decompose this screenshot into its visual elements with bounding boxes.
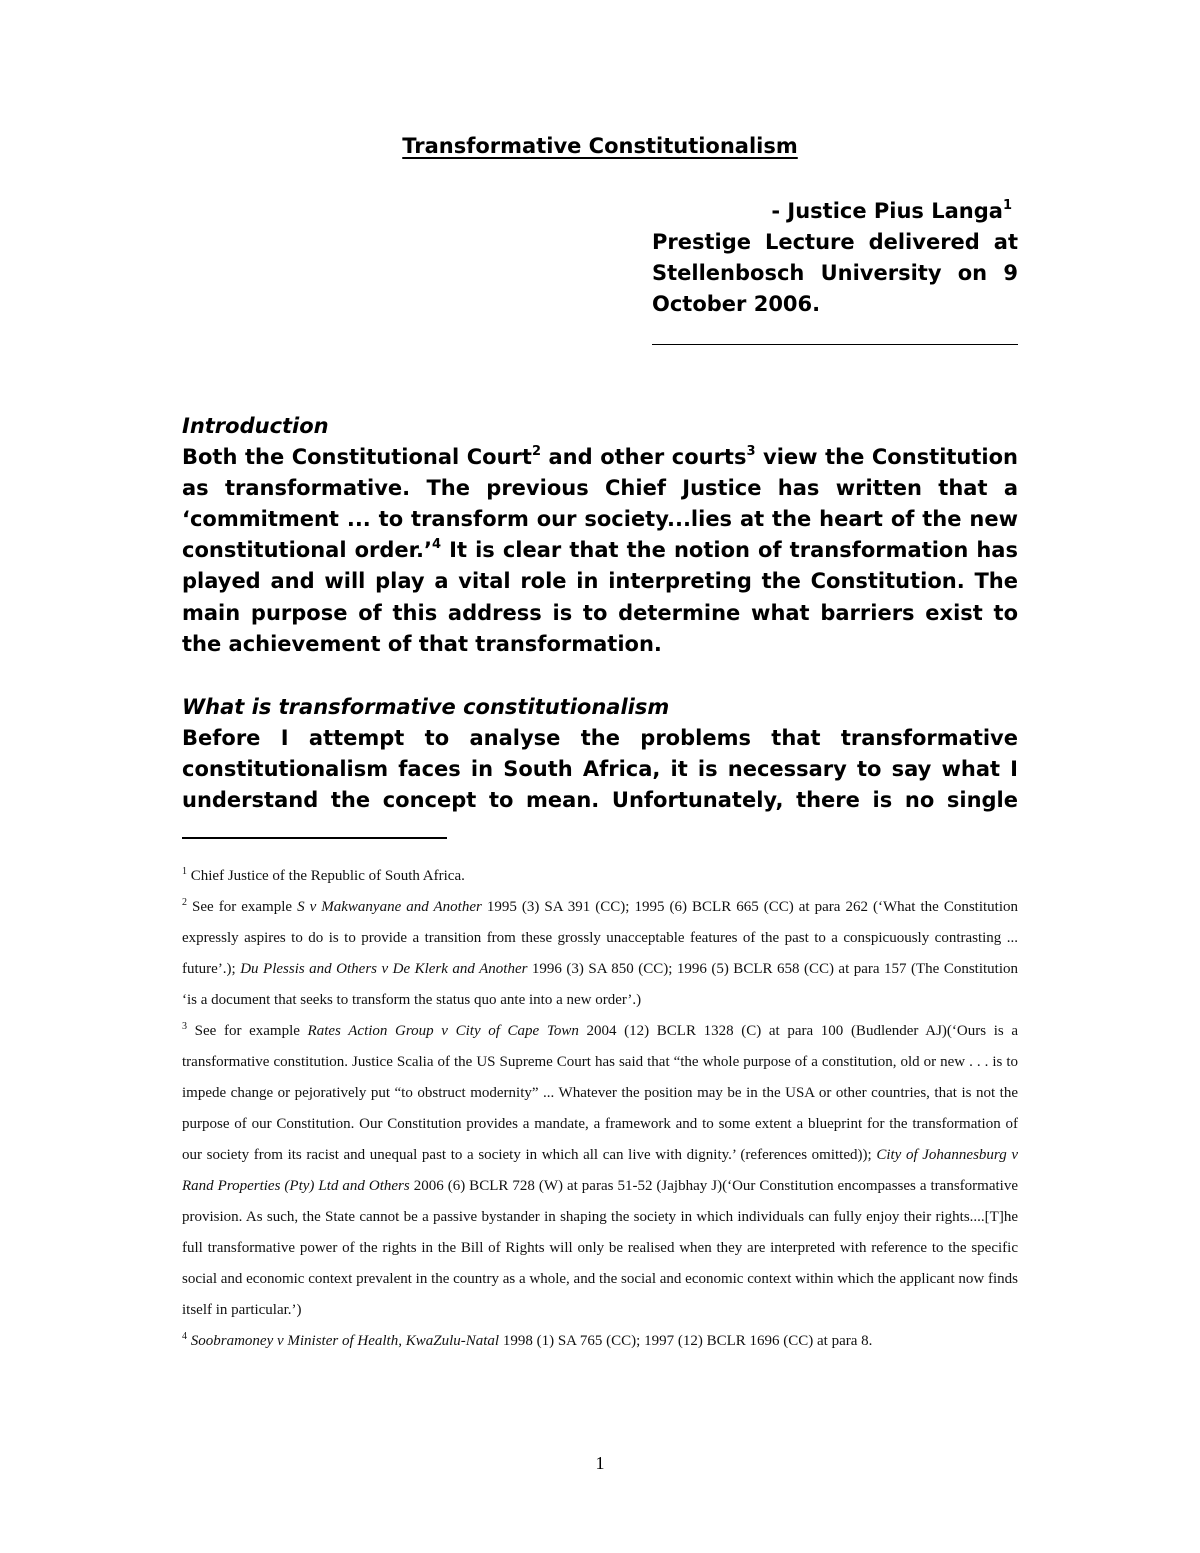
paragraph-text: view the Constitution as transformative. The previous Chief Justice has written that a ‘commitment ... to transform our society...lies at the heart of the new constitutional order.’ <box>182 445 1018 563</box>
page-title: Transformative Constitutionalism <box>402 134 798 158</box>
footnote-4 <box>182 1326 1018 1357</box>
section-introduction <box>182 411 1018 660</box>
footnote-text: 2004 (12) BCLR 1328 (C) at para 100 (Budlender AJ)(‘Ours is a transformative constitution. Justice Scalia of the US Supreme Court has said that “the whole purpose of a constitution, old or new . . . is to impede change or pejoratively put “to obstruct modernity” ... Whatever the position may be in the USA or other countries, that is not the purpose of our Constitution. Our Constitution provides a mandate, a framework and to some extent a blueprint for the transformation of our society from its racist and unequal past to a society in which all can live with dignity.’ (references omitted)); <box>182 1023 1019 1163</box>
footnote-1 <box>182 861 1018 892</box>
case-citation: S v Makwanyane and Another <box>297 899 482 915</box>
footnote-ref-1[interactable]: 1 <box>1002 198 1012 213</box>
section-what-is <box>182 692 1018 816</box>
byline-occasion: Prestige Lecture delivered at Stellenbosch University on 9 October 2006. <box>652 230 1018 316</box>
footnote-text: 1995 (3) SA 391 (CC); 1995 (6) BCLR 665 (CC) at para 262 (‘What the Constitution expressly aspires to do is to provide a transition from these grossly unacceptable features of the past to a conspicuously contrasting ... future’.); <box>182 899 1018 977</box>
footnote-ref-2[interactable]: 2 <box>531 444 541 460</box>
author-name: - Justice Pius Langa <box>771 199 1003 223</box>
section-paragraph: Before I attempt to analyse the problems that transformative constitutionalism faces in South Africa, it is necessary to say what I understand the concept to mean. Unfortunately, there is no single <box>182 726 1018 813</box>
footnote-divider <box>182 837 447 839</box>
case-citation: City of Johannesburg v Rand Properties (Pty) Ltd and Others <box>182 1147 1018 1194</box>
footnote-mark: 3 <box>182 1021 187 1032</box>
section-heading-what-is: What is transformative constitutionalism <box>182 695 670 719</box>
footnote-text: Chief Justice of the Republic of South Africa. <box>187 868 465 884</box>
footnote-text: 1998 (1) SA 765 (CC); 1997 (12) BCLR 1696 (CC) at para 8. <box>499 1333 873 1349</box>
paragraph-text: and other courts <box>540 445 747 470</box>
page-number: 1 <box>595 1453 605 1473</box>
footnote-text: 2006 (6) BCLR 728 (W) at paras 51-52 (Jajbhay J)(‘Our Constitution encompasses a transformative provision. As such, the State cannot be a passive bystander in shaping the society in which individuals can fully enjoy their rights....[T]he full transformative power of the rights in the Bill of Rights will only be realised when they are interpreted with reference to the specific social and economic context prevalent in the country as a whole, and the social and economic context within which the applicant now finds itself in particular.’) <box>182 1178 1018 1318</box>
footnote-ref-4[interactable]: 4 <box>432 537 442 553</box>
footnote-text: See for example <box>187 899 298 915</box>
footnote-mark: 4 <box>182 1331 187 1342</box>
footnote-3 <box>182 1016 1018 1326</box>
footnote-text: 1996 (3) SA 850 (CC); 1996 (5) BCLR 658 (CC) at para 157 (The Constitution ‘is a document that seeks to transform the status quo ante into a new order’.) <box>182 961 1018 1008</box>
paragraph-text: Both the Constitutional Court <box>182 445 532 470</box>
footnotes <box>182 861 1018 1357</box>
case-citation: Du Plessis and Others v De Klerk and Another <box>240 961 528 977</box>
byline-author <box>652 196 1018 227</box>
footnote-mark: 1 <box>182 866 187 877</box>
section-heading-introduction: Introduction <box>182 414 329 438</box>
footnote-2 <box>182 892 1018 1016</box>
case-citation: Soobramoney v Minister of Health, KwaZulu-Natal <box>187 1333 500 1349</box>
byline-divider <box>652 344 1018 345</box>
footnote-ref-3[interactable]: 3 <box>746 444 756 460</box>
case-citation: Rates Action Group v City of Cape Town <box>307 1023 579 1039</box>
section-paragraph <box>182 442 1018 660</box>
footnote-text: See for example <box>187 1023 308 1039</box>
footnote-mark: 2 <box>182 897 187 908</box>
paragraph-text: It is clear that the notion of transformation has played and will play a vital role in interpreting the Constitution. The main purpose of this address is to determine what barriers exist to the achievement of that transformation. <box>182 538 1018 656</box>
byline <box>652 196 1018 320</box>
